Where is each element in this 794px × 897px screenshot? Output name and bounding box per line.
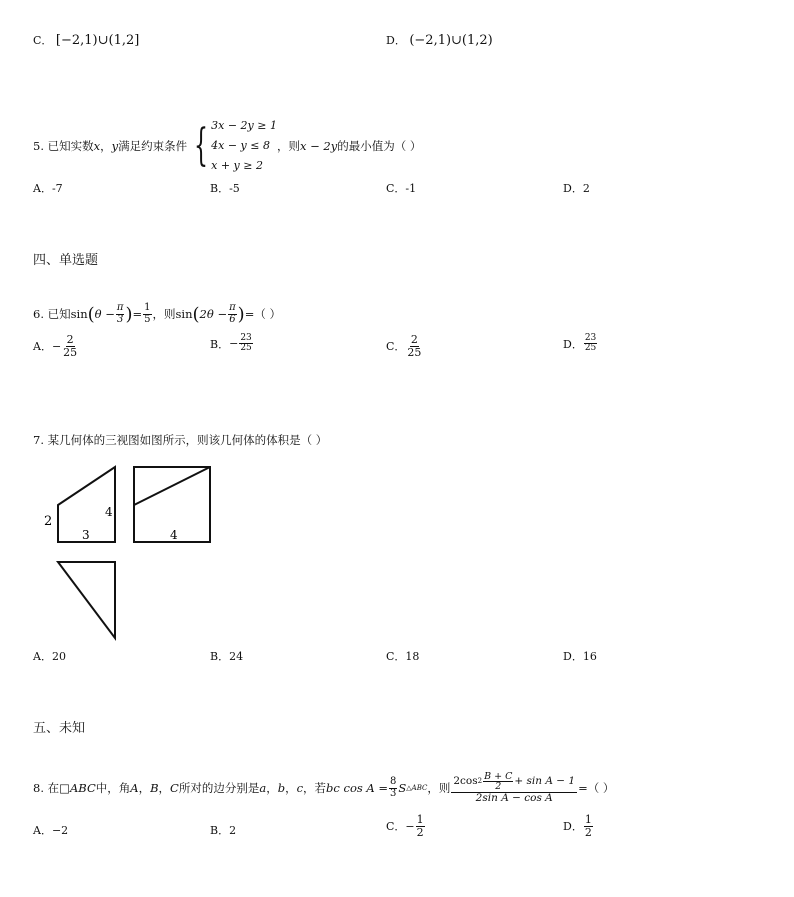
sep: ， xyxy=(158,781,171,795)
label-left-2: 2 xyxy=(44,514,53,529)
side-c: c xyxy=(296,781,304,795)
frac-den: 25 xyxy=(584,343,597,354)
frac-num: 23 xyxy=(584,333,597,343)
frac-num: 1 xyxy=(416,813,424,826)
frac-num: 8 xyxy=(390,776,397,787)
frac-den: 3 xyxy=(390,787,397,799)
q6-suffix: =（ ） xyxy=(244,307,281,321)
option-label: A． xyxy=(33,824,52,837)
option-label: B． xyxy=(210,337,230,351)
q8-option-c xyxy=(386,814,426,838)
option-label: A． xyxy=(33,182,52,195)
option-sign: − xyxy=(405,819,415,833)
option-value: -1 xyxy=(405,182,417,195)
option-label: B． xyxy=(210,650,230,663)
paren-right: ) xyxy=(237,303,245,325)
question-7: 7. 某几何体的三视图如图所示，则该几何体的体积是（ ） xyxy=(33,433,328,447)
option-fraction xyxy=(584,334,597,354)
frac-pi-3 xyxy=(116,303,125,325)
var-x: x xyxy=(93,139,101,153)
q5-expr: x − 2y xyxy=(299,139,338,153)
q5-option-a xyxy=(33,180,63,196)
cos-term: 2cos xyxy=(453,775,478,788)
option-d-prev xyxy=(386,32,493,48)
option-label: D． xyxy=(386,34,406,47)
sin-term: + sin A − 1 xyxy=(514,775,576,788)
frac-num: 23 xyxy=(240,333,252,343)
frac-num: B + C xyxy=(484,770,513,782)
q7-option-a xyxy=(33,648,66,664)
sep: ， xyxy=(285,781,297,795)
q8-option-a xyxy=(33,822,68,838)
option-sign: − xyxy=(51,339,62,353)
constraint-3: x + y ≥ 2 xyxy=(211,159,263,172)
frac-den: 5 xyxy=(144,313,151,325)
angle-b: B xyxy=(150,781,159,795)
option-c-prev xyxy=(33,32,139,48)
sep: ， xyxy=(266,781,278,795)
triangle-abc: □ABC xyxy=(59,781,96,795)
q7-option-d xyxy=(563,648,597,664)
top-view-triangle xyxy=(58,562,115,638)
frac-den: 3 xyxy=(116,313,124,325)
option-label: C． xyxy=(33,34,53,47)
option-value: (−2,1)∪(1,2) xyxy=(409,33,493,48)
inner-fraction xyxy=(483,772,513,793)
theta-expr: θ − xyxy=(94,307,115,321)
frac-num: 1 xyxy=(584,813,592,826)
option-value: 2 xyxy=(229,824,237,837)
frac-8-3 xyxy=(389,777,397,799)
frac-den: 25 xyxy=(407,345,422,359)
option-label: C． xyxy=(386,182,406,195)
option-value: 16 xyxy=(582,650,597,663)
option-fraction xyxy=(584,814,593,838)
frac-den: 25 xyxy=(240,343,252,354)
equals: = xyxy=(132,307,143,321)
paren-right: ) xyxy=(125,303,133,325)
option-label: D． xyxy=(563,820,583,834)
big-frac-den: 2sin A − cos A xyxy=(475,792,553,805)
option-label: D． xyxy=(563,650,583,663)
q8-mid4: ，则 xyxy=(427,781,451,795)
q8-option-d xyxy=(563,814,594,838)
q8-prefix: 8. 在 xyxy=(33,781,60,795)
brace-icon: { xyxy=(194,120,209,171)
option-label: A． xyxy=(33,650,52,663)
option-value: −2 xyxy=(51,824,69,837)
frac-den: 2 xyxy=(495,781,502,793)
q7-option-b xyxy=(210,648,243,664)
q5-mid2: ，则 xyxy=(276,139,300,153)
area-subscript: △ABC xyxy=(406,784,428,792)
option-label: B． xyxy=(210,824,230,837)
q5-suffix: 的最小值为（ ） xyxy=(337,139,422,153)
theta2-expr: 2θ − xyxy=(199,307,228,321)
q8-mid2: 所对的边分别是 xyxy=(178,781,260,795)
option-label: D． xyxy=(563,182,583,195)
sep: ， xyxy=(100,139,112,153)
frac-num: π xyxy=(116,302,124,313)
option-fraction xyxy=(406,334,422,358)
q8-option-b xyxy=(210,822,236,838)
option-value: 18 xyxy=(405,650,420,663)
frac-num: 2 xyxy=(410,333,418,346)
question-6 xyxy=(33,297,281,331)
section-title-5: 五、未知 xyxy=(33,721,86,736)
side-a: a xyxy=(259,781,267,795)
paren-left: ( xyxy=(192,303,200,325)
option-fraction xyxy=(239,334,252,354)
question-8 xyxy=(33,768,614,808)
sin-1: sin xyxy=(70,307,88,321)
q6-option-c xyxy=(386,334,423,358)
option-label: C． xyxy=(386,820,406,834)
option-value: [−2,1)∪(1,2] xyxy=(55,33,140,48)
paren-left: ( xyxy=(87,303,95,325)
q5-option-d xyxy=(563,180,590,196)
big-frac-num xyxy=(451,772,577,794)
big-fraction xyxy=(451,772,577,805)
frac-den: 2 xyxy=(416,825,424,839)
q7-option-c xyxy=(386,648,419,664)
q8-suffix: =（ ） xyxy=(578,781,615,795)
frac-den: 25 xyxy=(63,345,78,359)
q5-mid: 满足约束条件 xyxy=(118,139,188,153)
side-b: b xyxy=(277,781,286,795)
question-5 xyxy=(33,116,421,176)
constraint-1: 3x − 2y ≥ 1 xyxy=(211,119,277,132)
label-right-4: 4 xyxy=(105,505,113,519)
option-fraction xyxy=(62,334,78,358)
frac-pi-6 xyxy=(228,303,237,325)
frac-1-5 xyxy=(143,303,151,325)
three-view-figure xyxy=(30,460,230,645)
option-value: 2 xyxy=(582,182,590,195)
frac-den: 2 xyxy=(584,825,592,839)
label-bottom-4: 4 xyxy=(170,528,178,542)
q6-mid: ，则 xyxy=(152,307,176,321)
label-bottom-3: 3 xyxy=(82,528,90,542)
option-value: 24 xyxy=(229,650,244,663)
var-y: y xyxy=(111,139,119,153)
q5-prefix: 5. 已知实数 xyxy=(33,139,94,153)
constraint-2: 4x − y ≤ 8 xyxy=(211,139,270,152)
q6-option-d xyxy=(563,334,598,354)
option-label: D． xyxy=(563,337,583,351)
area-s: S xyxy=(398,781,407,795)
angle-a: A xyxy=(130,781,139,795)
q5-option-c xyxy=(386,180,416,196)
option-sign: − xyxy=(229,337,239,351)
frac-num: π xyxy=(229,302,236,313)
q6-option-a xyxy=(33,334,79,358)
section-title-4: 四、单选题 xyxy=(33,253,99,268)
q8-mid3: ，若 xyxy=(303,781,327,795)
frac-num: 1 xyxy=(144,302,151,313)
option-fraction xyxy=(416,814,425,838)
sin-2: sin xyxy=(175,307,193,321)
q6-prefix: 6. 已知 xyxy=(33,307,71,321)
side-view-diagonal xyxy=(134,467,210,505)
q5-option-b xyxy=(210,180,240,196)
angle-c: C xyxy=(170,781,179,795)
exponent: 2 xyxy=(477,777,483,786)
option-value: 20 xyxy=(51,650,66,663)
option-value: -5 xyxy=(229,182,240,195)
option-label: A． xyxy=(33,340,52,354)
option-label: C． xyxy=(386,340,406,354)
q6-option-b xyxy=(210,334,254,354)
option-value: -7 xyxy=(51,182,63,195)
sep: ， xyxy=(138,781,151,795)
frac-num: 2 xyxy=(66,333,74,346)
option-label: B． xyxy=(210,182,230,195)
q8-mid1: 中，角 xyxy=(95,781,131,795)
frac-den: 6 xyxy=(229,313,236,325)
constraint-system xyxy=(187,116,277,176)
option-label: C． xyxy=(386,650,406,663)
bccos-expr: bc cos A = xyxy=(326,781,389,795)
